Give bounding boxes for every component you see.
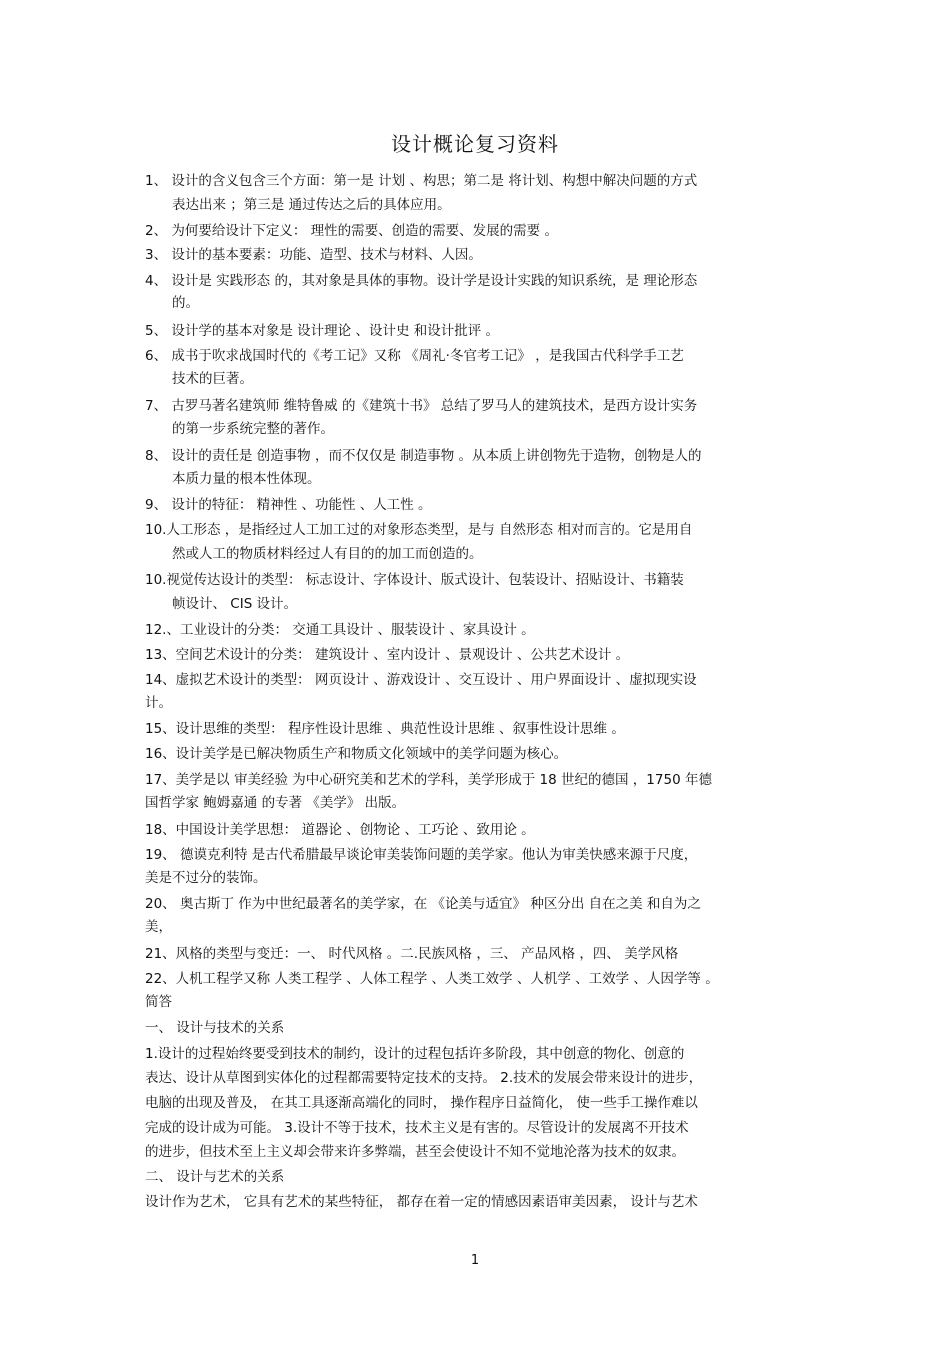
line-4: 3、 设计的基本要素：功能、造型、技术与材料、人因。 [145, 247, 482, 263]
line-27: 18、中国设计美学思想： 道器论 、创物论 、工巧论 、致用论 。 [145, 822, 535, 838]
line-18: 帧设计、 CIS 设计。 [172, 596, 298, 612]
line-12: 8、 设计的责任是 创造事物 ，而不仅仅是 制造事物 。从本质上讲创物先于造物，创物是人的 [145, 448, 702, 464]
para-line-1: 1.设计的过程始终要受到技术的制约，设计的过程包括许多阶段，其中创意的物化、创意的 [145, 1046, 685, 1062]
line-5: 4、 设计是 实践形态 的，其对象是具体的事物。设计学是设计实践的知识系统，是 理论形态 [145, 273, 698, 289]
line-30: 20、 奥古斯丁 作为中世纪最著名的美学家，在 《论美与适宜》 种区分出 自在之美 和自为之 [145, 896, 701, 912]
line-19: 12.、工业设计的分类： 交通工具设计 、服装设计 、家具设计 。 [145, 622, 535, 638]
line-1: 1、 设计的含义包含三个方面：第一是 计划 、构思；第二是 将计划、构想中解决问题的方式 [145, 173, 698, 189]
para-line-6: 设计作为艺术， 它具有艺术的某些特征， 都存在着一定的情感因素语审美因素， 设计与艺术 [145, 1194, 698, 1210]
para-line-4: 完成的设计成为可能。 3.设计不等于技术，技术主义是有害的。尽管设计的发展离不开技术 [145, 1120, 689, 1136]
section-heading-1: 一、 设计与技术的关系 [145, 1020, 285, 1036]
para-line-5: 的进步，但技术至上主义却会带来许多弊端，甚至会使设计不知不觉地沦落为技术的奴隶。 [145, 1144, 685, 1160]
line-28: 19、 德谟克利特 是古代希腊最早谈论审美装饰问题的美学家。他认为审美快感来源于尺度， [145, 847, 698, 863]
line-16: 然或人工的物质材料经过人有目的的加工而创造的。 [172, 546, 483, 562]
line-3: 2、 为何要给设计下定义： 理性的需要、创造的需要、发展的需要 。 [145, 223, 558, 239]
line-15: 10.人工形态 ，是指经过人工加工过的对象形态类型，是与 自然形态 相对而言的。它是用自 [145, 522, 693, 538]
line-32: 21、风格的类型与变迁：一、 时代风格 。二.民族风格 ，三、 产品风格 ，四、 美学风格 [145, 946, 679, 962]
line-26: 国哲学家 鲍姆嘉通 的专著 《美学》 出版。 [145, 795, 406, 811]
line-11: 的第一步系统完整的著作。 [172, 421, 334, 437]
page-title: 设计概论复习资料 [391, 132, 559, 156]
line-20: 13、空间艺术设计的分类： 建筑设计 、室内设计 、景观设计 、公共艺术设计 。 [145, 647, 630, 663]
line-29: 美是不过分的装饰。 [145, 870, 267, 886]
line-33: 22、人机工程学又称 人类工程学 、人体工程学 、人类工效学 、人机学 、工效学 、人因学等 。 [145, 971, 719, 987]
line-2: 表达出来 ；第三是 通过传达之后的具体应用。 [172, 197, 451, 213]
para-line-2: 表达、设计从草图到实体化的过程都需要特定技术的支持。 2.技术的发展会带来设计的进步， [145, 1070, 703, 1086]
line-8: 6、 成书于吹求战国时代的《考工记》又称 《周礼·冬官考工记》 ，是我国古代科学手工艺 [145, 348, 684, 364]
line-14: 9、 设计的特征： 精神性 、功能性 、人工性 。 [145, 497, 432, 513]
line-6: 的。 [172, 295, 199, 311]
line-21: 14、虚拟艺术设计的类型： 网页设计 、游戏设计 、交互设计 、用户界面设计 、虚拟现实设 [145, 672, 697, 688]
line-13: 本质力量的根本性体现。 [172, 471, 321, 487]
line-23: 15、设计思维的类型： 程序性设计思维 、典范性设计思维 、叙事性设计思维 。 [145, 721, 625, 737]
para-line-3: 电脑的出现及普及， 在其工具逐渐高端化的同时， 操作程序日益简化， 使一些手工操作难以 [145, 1095, 698, 1111]
line-25: 17、美学是以 审美经验 为中心研究美和艺术的学科，美学形成于 18 世纪的德国 ，1750 年德 [145, 772, 712, 788]
page-number: 1 [470, 1253, 480, 1268]
line-17: 10.视觉传达设计的类型： 标志设计、字体设计、版式设计、包装设计、招贴设计、书籍装 [145, 572, 684, 588]
section-heading-jianda: 简答 [145, 994, 172, 1010]
line-9: 技术的巨著。 [172, 371, 253, 387]
line-7: 5、 设计学的基本对象是 设计理论 、设计史 和设计批评 。 [145, 323, 500, 339]
line-31: 美， [145, 919, 172, 935]
line-10: 7、 古罗马著名建筑师 维特鲁威 的《建筑十书》 总结了罗马人的建筑技术，是西方设计实务 [145, 398, 698, 414]
line-22: 计。 [145, 695, 172, 711]
section-heading-2: 二、 设计与艺术的关系 [145, 1169, 285, 1185]
line-24: 16、设计美学是已解决物质生产和物质文化领域中的美学问题为核心。 [145, 746, 568, 762]
